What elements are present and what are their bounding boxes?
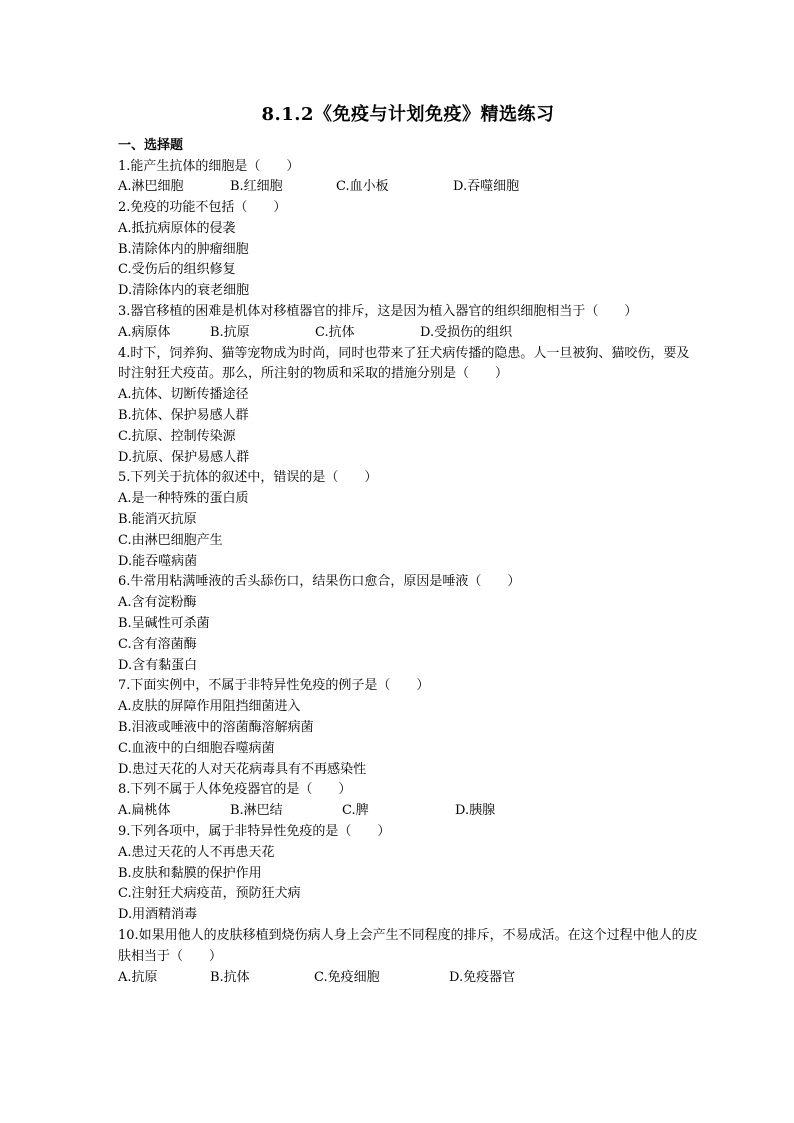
question-6-stem: 6.牛常用粘满唾液的舌头舔伤口，结果伤口愈合，原因是唾液（ ） bbox=[118, 574, 521, 590]
question-8-option-a: A.扁桃体 bbox=[118, 803, 171, 819]
question-5-stem: 5.下列关于抗体的叙述中，错误的是（ ） bbox=[118, 470, 378, 486]
question-10-option-b: B.抗体 bbox=[210, 969, 250, 985]
question-8-option-b: B.淋巴结 bbox=[230, 803, 283, 819]
question-3-options bbox=[118, 323, 698, 344]
question-2-option-a: A.抵抗病原体的侵袭 bbox=[118, 220, 236, 236]
question-7-option-d: D.患过天花的人对天花病毒具有不再感染性 bbox=[118, 761, 367, 777]
question-9-stem: 9.下列各项中，属于非特异性免疫的是（ ） bbox=[118, 824, 391, 839]
question-7-option-c: C.血液中的白细胞吞噬病菌 bbox=[118, 740, 275, 756]
question-9-option-a: A.患过天花的人不再患天花 bbox=[118, 844, 275, 860]
question-5-option-b: B.能消灭抗原 bbox=[118, 512, 197, 528]
question-6-option-c: C.含有溶菌酶 bbox=[118, 636, 197, 652]
question-1-option-b: B.红细胞 bbox=[230, 179, 283, 195]
question-3-option-a: A.病原体 bbox=[118, 324, 171, 340]
question-2-option-c: C.受伤后的组织修复 bbox=[118, 262, 236, 278]
question-2-option-b: B.清除体内的肿瘤细胞 bbox=[118, 241, 249, 257]
question-10-stem: 10.如果用他人的皮肤移植到烧伤病人身上会产生不同程度的排斥，不易成活。在这个过程中他人的皮肤相当于（ ） bbox=[118, 927, 698, 964]
question-1-option-c: C.血小板 bbox=[336, 179, 389, 195]
question-4-stem: 4.时下，饲养狗、猫等宠物成为时尚，同时也带来了狂犬病传播的隐患。人一旦被狗、猫咬伤，要及时注射狂犬疫苗。那么，所注射的物质和采取的措施分别是（ ） bbox=[118, 345, 690, 382]
question-10-option-a: A.抗原 bbox=[118, 969, 158, 985]
question-9-option-d: D.用酒精消毒 bbox=[118, 907, 198, 923]
question-2-stem: 2.免疫的功能不包括（ ） bbox=[118, 200, 287, 216]
question-9-option-b: B.皮肤和黏膜的保护作用 bbox=[118, 865, 262, 881]
question-7-option-a: A.皮肤的屏障作用阻挡细菌进入 bbox=[118, 699, 301, 715]
question-8-option-c: C.脾 bbox=[342, 803, 369, 819]
question-5-option-a: A.是一种特殊的蛋白质 bbox=[118, 491, 249, 507]
worksheet-title: 8.1.2《免疫与计划免疫》精选练习 bbox=[261, 104, 555, 125]
question-3-option-c: C.抗体 bbox=[315, 324, 355, 340]
question-2-option-d: D.清除体内的衰老细胞 bbox=[118, 283, 250, 299]
question-1-option-d: D.吞噬细胞 bbox=[453, 179, 520, 195]
question-9-option-c: C.注射狂犬病疫苗，预防狂犬病 bbox=[118, 886, 301, 902]
question-3-option-d: D.受损伤的组织 bbox=[420, 324, 513, 340]
question-4-option-b: B.抗体、保护易感人群 bbox=[118, 408, 249, 424]
question-5-option-c: C.由淋巴细胞产生 bbox=[118, 532, 223, 548]
question-4-option-d: D.抗原、保护易感人群 bbox=[118, 449, 250, 465]
question-10-options bbox=[118, 968, 698, 989]
question-7-option-b: B.泪液或唾液中的溶菌酶溶解病菌 bbox=[118, 720, 314, 736]
section-heading: 一、选择题 bbox=[118, 138, 184, 153]
worksheet-page bbox=[118, 100, 698, 988]
question-4-option-c: C.抗原、控制传染源 bbox=[118, 428, 236, 444]
question-8-stem: 8.下列不属于人体免疫器官的是（ ） bbox=[118, 782, 352, 798]
question-6-option-d: D.含有黏蛋白 bbox=[118, 657, 198, 673]
question-3-stem: 3.器官移植的困难是机体对移植器官的排斥，这是因为植入器官的组织细胞相当于（ ） bbox=[118, 304, 638, 320]
question-3-option-b: B.抗原 bbox=[210, 324, 250, 340]
question-4-option-a: A.抗体、切断传播途径 bbox=[118, 387, 249, 403]
question-6-option-a: A.含有淀粉酶 bbox=[118, 595, 197, 611]
question-10-option-d: D.免疫器官 bbox=[449, 969, 516, 985]
question-1-options bbox=[118, 177, 698, 198]
question-6-option-b: B.呈碱性可杀菌 bbox=[118, 616, 210, 632]
question-10-option-c: C.免疫细胞 bbox=[314, 969, 380, 985]
question-5-option-d: D.能吞噬病菌 bbox=[118, 553, 198, 569]
question-1-stem: 1.能产生抗体的细胞是（ ） bbox=[118, 158, 300, 174]
question-7-stem: 7.下面实例中，不属于非特异性免疫的例子是（ ） bbox=[118, 678, 430, 694]
question-8-option-d: D.胰腺 bbox=[455, 803, 496, 819]
question-1-option-a: A.淋巴细胞 bbox=[118, 179, 184, 195]
question-8-options bbox=[118, 801, 698, 822]
